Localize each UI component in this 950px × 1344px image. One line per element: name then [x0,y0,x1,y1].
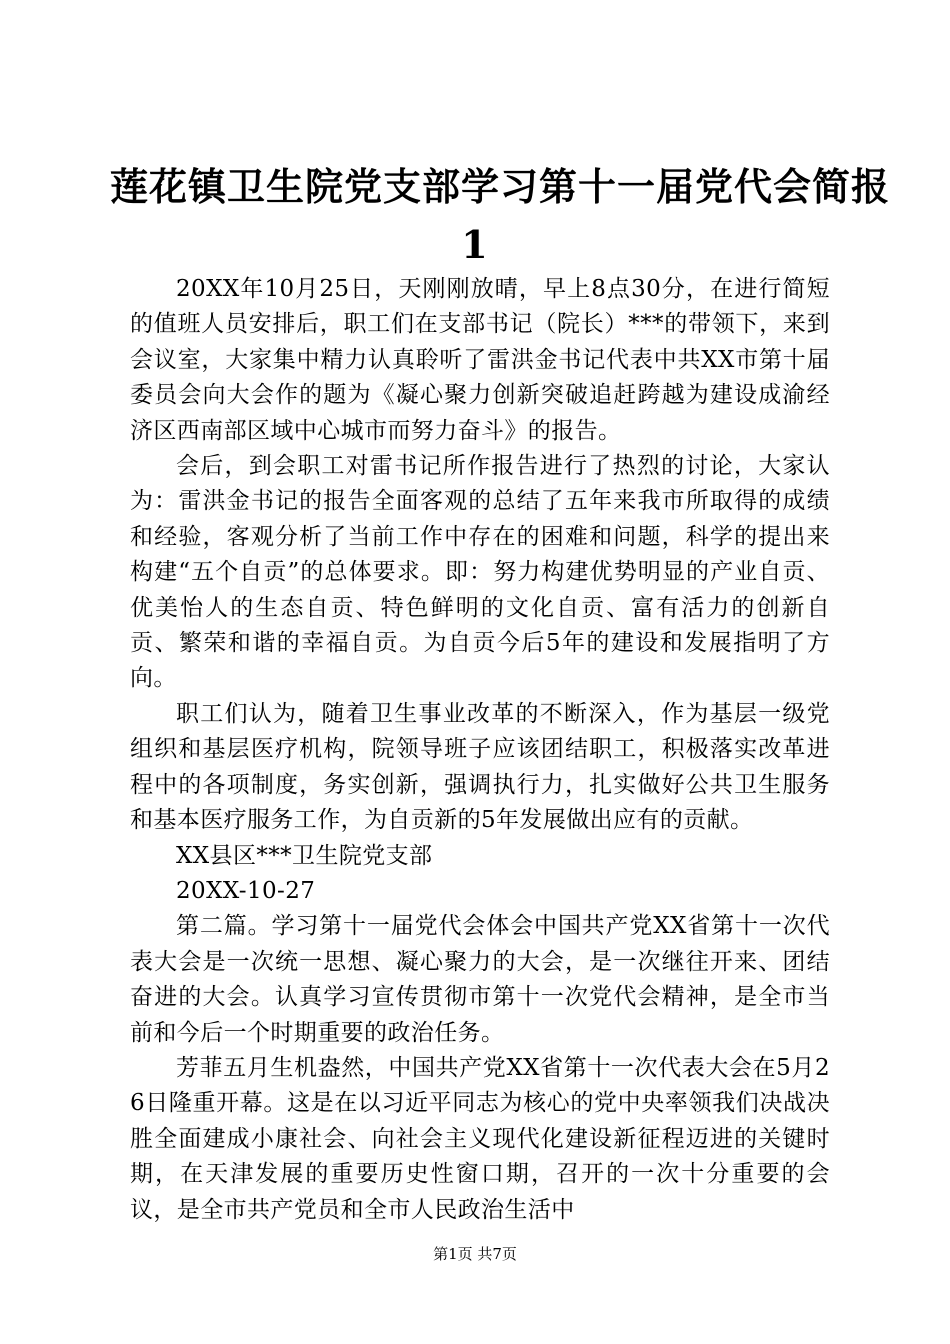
page-footer: 第1页 共7页 [433,1245,517,1263]
paragraph: 20XX年10月25日，天刚刚放晴，早上8点30分，在进行简短的值班人员安排后，职工们在支部书记（院长）***的带领下，来到会议室，大家集中精力认真聆听了雷洪金书记代表中共XX市第十届委员会向大会作的题为《凝心聚力创新突破追赶跨越为建设成渝经济区西南部区域中心城市而努力奋斗》的报告。 [130,276,830,444]
document-title-continuation: 1 [461,222,489,267]
paragraph: 芳菲五月生机盎然，中国共产党XX省第十一次代表大会在5月26日隆重开幕。这是在以习近平同志为核心的党中央率领我们决战决胜全面建成小康社会、向社会主义现代化建设新征程迈进的关键时期，在天津发展的重要历史性窗口期，召开的一次十分重要的会议，是全市共产党员和全市人民政治生活中 [130,1054,830,1223]
paragraph: 会后，到会职工对雷书记所作报告进行了热烈的讨论，大家认为：雷洪金书记的报告全面客观的总结了五年来我市所取得的成绩和经验，客观分析了当前工作中存在的困难和问题，科学的提出来构建“五个自贡”的总体要求。即：努力构建优势明显的产业自贡、优美怡人的生态自贡、特色鲜明的文化自贡、富有活力的创新自贡、繁荣和谐的幸福自贡。为自贡今后5年的建设和发展指明了方向。 [130,453,830,692]
document-body [130,272,830,1228]
paragraph: 第二篇。学习第十一届党代会体会中国共产党XX省第十一次代表大会是一次统一思想、凝心聚力的大会，是一次继往开来、团结奋进的大会。认真学习宣传贯彻市第十一次党代会精神，是全市当前和今后一个时期重要的政治任务。 [130,913,830,1046]
signature-date: 20XX-10-27 [176,877,316,904]
paragraph: 职工们认为，随着卫生事业改革的不断深入，作为基层一级党组织和基层医疗机构，院领导班子应该团结职工，积极落实改革进程中的各项制度，务实创新，强调执行力，扎实做好公共卫生服务和基本医疗服务工作，为自贡新的5年发展做出应有的贡献。 [130,700,830,834]
document-title: 莲花镇卫生院党支部学习第十一届党代会简报 [110,164,891,209]
signature-organization: XX县区***卫生院党支部 [176,842,433,869]
